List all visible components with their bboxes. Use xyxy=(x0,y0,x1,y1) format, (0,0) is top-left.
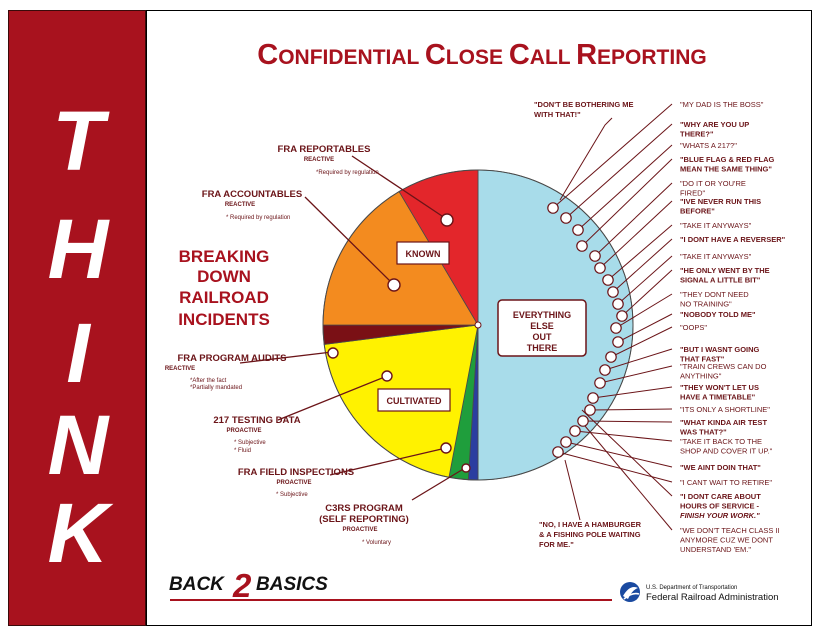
quote-text: "THEY WON'T LET US xyxy=(680,383,759,392)
quote-marker xyxy=(590,251,600,261)
quote-text: "WHATS A 217?" xyxy=(680,141,737,150)
quote-item xyxy=(680,478,772,487)
think-letter-t: T xyxy=(52,94,104,188)
quote-item xyxy=(680,290,749,309)
quote-item xyxy=(680,437,773,456)
category-fra-accountables xyxy=(202,189,302,221)
quote-connector xyxy=(595,183,672,256)
think-letter-i: I xyxy=(66,306,90,400)
quote-marker xyxy=(553,447,563,457)
back-2-basics-logo xyxy=(169,567,612,604)
quote-text: "THEY DONT NEED xyxy=(680,290,749,299)
quote-text: "MY DAD IS THE BOSS" xyxy=(680,100,764,109)
svg-text:EVERYTHING: EVERYTHING xyxy=(512,310,572,320)
quote-item xyxy=(680,100,764,109)
svg-text:PROACTIVE: PROACTIVE xyxy=(342,527,378,533)
svg-text:"NO, I HAVE A HAMBURGER: "NO, I HAVE A HAMBURGER xyxy=(539,520,642,529)
quote-marker xyxy=(573,225,583,235)
svg-text:FOR ME.": FOR ME." xyxy=(539,540,574,549)
quote-marker xyxy=(588,393,598,403)
quote-item xyxy=(680,418,767,437)
quote-text: "OOPS" xyxy=(680,323,707,332)
quote-connector xyxy=(575,431,672,441)
quote-text: ANYTHING" xyxy=(680,371,722,381)
quote-item xyxy=(680,141,737,150)
quote-item xyxy=(680,323,707,332)
quote-text: HAVE A TIMETABLE" xyxy=(680,392,756,402)
category-fra-program-audits xyxy=(165,353,287,391)
quote-item xyxy=(680,252,752,261)
page-title: CONFIDENTIAL CLOSE CALL REPORTING xyxy=(257,39,707,71)
quote-connector xyxy=(566,124,672,218)
think-letter-h: H xyxy=(47,202,109,296)
svg-text:OUT: OUT xyxy=(532,332,552,342)
pie-center-dot xyxy=(475,322,481,328)
svg-text:DOWN: DOWN xyxy=(197,267,251,286)
svg-text:INCIDENTS: INCIDENTS xyxy=(178,310,270,329)
quote-list xyxy=(680,100,786,554)
quote-marker xyxy=(613,337,623,347)
quote-text: "TAKE IT ANYWAYS" xyxy=(680,252,752,261)
svg-text:ELSE: ELSE xyxy=(530,321,554,331)
svg-text:"DON'T BE BOTHERING ME: "DON'T BE BOTHERING ME xyxy=(534,100,634,109)
quote-item xyxy=(680,345,760,364)
quote-item xyxy=(680,310,756,319)
quote-text: "BUT I WASNT GOING xyxy=(680,345,760,354)
category-fra-reportables xyxy=(278,144,379,176)
quote-text: NO TRAINING" xyxy=(680,299,732,309)
quote-marker xyxy=(561,213,571,223)
svg-text:Federal Railroad Administratio: Federal Railroad Administration xyxy=(646,592,779,603)
svg-text:217 TESTING DATA: 217 TESTING DATA xyxy=(213,415,301,426)
quote-text: FIRED" xyxy=(680,188,706,198)
quote-item xyxy=(680,266,770,285)
quote-item xyxy=(680,526,780,554)
quote-marker xyxy=(608,287,618,297)
svg-text:REACTIVE: REACTIVE xyxy=(303,157,335,163)
svg-text:FRA ACCOUNTABLES: FRA ACCOUNTABLES xyxy=(201,189,303,200)
svg-text:FRA FIELD INSPECTIONS: FRA FIELD INSPECTIONS xyxy=(237,467,355,478)
cultivated-label xyxy=(378,389,450,411)
svg-text:* Voluntary: * Voluntary xyxy=(362,540,392,546)
quote-connector xyxy=(613,239,672,292)
svg-text:C3RS PROGRAM: C3RS PROGRAM xyxy=(325,503,403,514)
quote-connector xyxy=(608,225,672,280)
quote-text: "BLUE FLAG & RED FLAG xyxy=(680,155,775,164)
svg-text:RAILROAD: RAILROAD xyxy=(179,288,269,307)
svg-text:FRA REPORTABLES: FRA REPORTABLES xyxy=(277,144,371,155)
svg-text:U.S. Department of Transportat: U.S. Department of Transportation xyxy=(646,585,738,591)
quote-item xyxy=(680,383,759,402)
quote-item xyxy=(680,179,746,198)
quote-marker xyxy=(611,323,621,333)
quote-text: SIGNAL A LITTLE BIT" xyxy=(680,275,761,285)
quote-text: FINISH YOUR WORK." xyxy=(680,511,760,520)
svg-text:* Required by regulation: * Required by regulation xyxy=(226,215,291,221)
svg-text:*Required by regulation: *Required by regulation xyxy=(316,170,379,176)
svg-text:2: 2 xyxy=(233,567,252,604)
quote-connector xyxy=(558,452,672,482)
quote-text: "ITS ONLY A SHORTLINE" xyxy=(680,405,770,414)
quote-text: "NOBODY TOLD ME" xyxy=(680,310,756,319)
quote-marker xyxy=(578,416,588,426)
quote-marker xyxy=(606,352,616,362)
quote-marker xyxy=(577,241,587,251)
quote-text: HOURS OF SERVICE - xyxy=(680,501,760,511)
quote-marker xyxy=(595,378,605,388)
svg-text:* Subjective: * Subjective xyxy=(234,440,266,446)
quote-marker xyxy=(600,365,610,375)
svg-text:* Subjective: * Subjective xyxy=(276,492,308,498)
fra-agency-name xyxy=(646,585,779,603)
dot-logo-icon xyxy=(620,582,640,602)
svg-text:*After the fact: *After the fact xyxy=(190,378,227,384)
svg-text:BREAKING: BREAKING xyxy=(178,247,270,266)
quote-text: "WE AINT DOIN THAT" xyxy=(680,463,761,472)
quote-text: "WHY ARE YOU UP xyxy=(680,120,750,129)
quote-connector xyxy=(578,145,672,230)
quote-text: SHOP AND COVER IT UP." xyxy=(680,446,773,456)
quote-text: BEFORE" xyxy=(680,206,715,216)
category-c3rs-program xyxy=(319,503,409,546)
quote-text: "TAKE IT ANYWAYS" xyxy=(680,221,752,230)
svg-text:WITH THAT!": WITH THAT!" xyxy=(534,110,581,119)
think-letter-n: N xyxy=(47,398,109,492)
quote-item xyxy=(680,362,767,381)
quote-item xyxy=(680,405,770,414)
svg-text:BASICS: BASICS xyxy=(256,574,328,595)
quote-text: "I DONT CARE ABOUT xyxy=(680,492,761,501)
quote-item xyxy=(680,463,761,472)
quote-text: THAT FAST" xyxy=(680,354,725,364)
think-letter-k: K xyxy=(47,486,109,580)
quote-marker xyxy=(617,311,627,321)
quote-dont-bother xyxy=(534,100,634,119)
quote-text: UNDERSTAND 'EM." xyxy=(680,545,752,554)
quote-marker xyxy=(548,203,558,213)
quote-text: "TRAIN CREWS CAN DO xyxy=(680,362,767,371)
quote-text: "I CANT WAIT TO RETIRE" xyxy=(680,478,773,487)
quote-text: "I DONT HAVE A REVERSER" xyxy=(680,235,786,244)
quote-item xyxy=(680,235,786,244)
quote-connector xyxy=(582,159,672,246)
quote-text: MEAN THE SAME THING" xyxy=(680,164,772,174)
quote-marker xyxy=(595,263,605,273)
quote-text: "WE DON'T TEACH CLASS II xyxy=(680,526,780,535)
quote-text: "TAKE IT BACK TO THE xyxy=(680,437,762,446)
svg-text:* Fluid: * Fluid xyxy=(234,448,252,454)
quote-text: "WHAT KINDA AIR TEST xyxy=(680,418,768,427)
breaking-down-heading xyxy=(178,247,270,329)
svg-text:KNOWN: KNOWN xyxy=(405,249,441,259)
svg-text:FRA PROGRAM AUDITS: FRA PROGRAM AUDITS xyxy=(177,353,287,364)
everything-else-label xyxy=(498,300,586,356)
quote-connector xyxy=(553,104,672,208)
category-fra-field-inspections xyxy=(238,467,354,498)
quote-item xyxy=(680,221,752,230)
quote-marker xyxy=(570,426,580,436)
svg-text:PROACTIVE: PROACTIVE xyxy=(226,428,262,434)
quote-marker xyxy=(561,437,571,447)
svg-text:CULTIVATED: CULTIVATED xyxy=(386,396,442,406)
svg-text:& A FISHING POLE WAITING: & A FISHING POLE WAITING xyxy=(539,530,641,539)
quote-text: "DO IT OR YOU'RE xyxy=(680,179,746,188)
quote-item xyxy=(680,120,749,139)
quote-marker xyxy=(613,299,623,309)
known-label xyxy=(397,242,449,264)
quote-item xyxy=(680,155,775,174)
quote-marker xyxy=(603,275,613,285)
quote-item xyxy=(680,492,761,520)
quote-text: "IVE NEVER RUN THIS xyxy=(680,197,762,206)
svg-text:BACK: BACK xyxy=(169,574,224,595)
category-217-testing-data xyxy=(213,415,300,454)
svg-text:REACTIVE: REACTIVE xyxy=(164,366,196,372)
quote-marker xyxy=(585,405,595,415)
svg-text:REACTIVE: REACTIVE xyxy=(224,202,256,208)
quote-text: THERE?" xyxy=(680,129,714,139)
svg-text:THERE: THERE xyxy=(526,343,558,353)
quote-text: WAS THAT?" xyxy=(680,427,727,437)
svg-text:*Partially mandated: *Partially mandated xyxy=(190,385,243,391)
svg-text:PROACTIVE: PROACTIVE xyxy=(276,480,312,486)
quote-hamburger xyxy=(539,520,642,549)
quote-connector xyxy=(582,410,672,496)
quote-item xyxy=(680,197,761,216)
svg-text:(SELF REPORTING): (SELF REPORTING) xyxy=(319,514,409,525)
quote-text: ANYMORE CUZ WE DONT xyxy=(680,535,773,545)
quote-text: "HE ONLY WENT BY THE xyxy=(680,266,770,275)
